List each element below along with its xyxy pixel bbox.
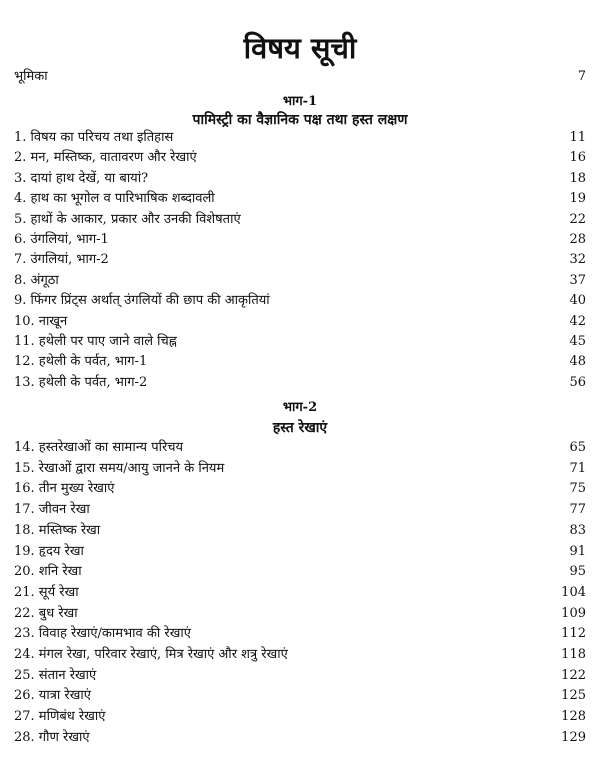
toc-entry-label: 1. विषय का परिचय तथा इतिहास <box>14 130 174 145</box>
toc-entry-page: 122 <box>561 667 586 683</box>
toc-entry <box>14 372 586 394</box>
toc-entry <box>14 331 586 353</box>
toc-entry-page: 56 <box>569 374 586 390</box>
toc-entry-label: 27. मणिबंध रेखाएं <box>14 709 106 725</box>
toc-entry-page: 112 <box>561 626 586 642</box>
toc-entry-label: 16. तीन मुख्य रेखाएं <box>14 481 115 497</box>
toc-entry <box>14 685 586 707</box>
toc-entry <box>14 351 586 373</box>
toc-entry-page: 109 <box>561 605 586 621</box>
toc-entry <box>14 582 586 604</box>
toc-entry-label: 23. विवाह रेखाएं/कामभाव की रेखाएं <box>14 626 191 642</box>
toc-entry-page: 45 <box>569 334 586 349</box>
toc-entry <box>14 270 586 292</box>
toc-entry-page: 37 <box>569 272 586 288</box>
toc-entry <box>14 541 586 563</box>
toc-entry-label: 20. शनि रेखा <box>14 564 82 580</box>
toc-entry-label: 15. रेखाओं द्वारा समय/आयु जानने के नियम <box>14 460 225 476</box>
toc-entry-page: 18 <box>569 170 586 186</box>
toc-entry <box>14 168 586 190</box>
toc-entry-label: 14. हस्तरेखाओं का सामान्य परिचय <box>14 440 184 455</box>
toc-entry-label: 7. उंगलियां, भाग-2 <box>14 252 109 268</box>
toc-entry <box>14 561 586 583</box>
toc-entry-page: 129 <box>561 729 586 745</box>
toc-entry <box>14 147 586 169</box>
toc-entry <box>14 188 586 210</box>
toc-entry-label: 4. हाथ का भूगोल व पारिभाषिक शब्दावली <box>14 191 215 207</box>
toc-entry <box>14 520 586 542</box>
toc-entry-label: 2. मन, मस्तिष्क, वातावरण और रेखाएं <box>14 150 197 166</box>
toc-entry-label: 19. हृदय रेखा <box>14 543 84 559</box>
toc-entry-page: 48 <box>569 354 586 370</box>
toc-entry <box>14 458 586 480</box>
toc-entry-label: 10. नाखून <box>14 313 68 329</box>
toc-entry-page: 71 <box>569 460 586 476</box>
toc-entry-label: 28. गौण रेखाएं <box>14 729 90 745</box>
toc-entry-page: 19 <box>569 191 586 207</box>
toc-entry-label: 9. फिंगर प्रिंट्स अर्थात् उंगलियों की छाप की आकृतियां <box>14 293 270 309</box>
toc-entry <box>14 727 586 749</box>
toc-entry <box>14 706 586 728</box>
toc-entry-page: 28 <box>569 232 586 247</box>
toc-entry-page: 16 <box>569 150 586 166</box>
toc-entry-label: 21. सूर्य रेखा <box>14 584 79 600</box>
part2-label: भाग-2 <box>282 400 318 415</box>
toc-entry <box>14 249 586 271</box>
toc-entry-page: 65 <box>569 440 586 455</box>
toc-entry <box>14 478 586 500</box>
toc-entry-page: 40 <box>569 293 586 309</box>
toc-entry-label: 24. मंगल रेखा, परिवार रेखाएं, मित्र रेखाएं और शत्रु रेखाएं <box>14 647 288 662</box>
toc-entry <box>14 603 586 625</box>
toc-entry-label: 22. बुध रेखा <box>14 605 78 621</box>
toc-entry <box>14 229 586 251</box>
toc-entry-label: 13. हथेली के पर्वत, भाग-2 <box>14 374 148 390</box>
toc-entry-page: 11 <box>569 130 586 145</box>
toc-entry-page: 118 <box>561 647 586 662</box>
part2-title: हस्त रेखाएं <box>272 420 328 436</box>
toc-entry-page: 125 <box>561 688 586 704</box>
toc-entry-page: 128 <box>561 709 586 725</box>
part1-title: पामिस्ट्री का वैज्ञानिक पक्ष तथा हस्त लक्षण <box>192 112 408 128</box>
toc-entry-page: 22 <box>569 211 586 227</box>
toc-entry-page: 83 <box>569 522 586 538</box>
page-title: विषय सूची <box>243 31 357 65</box>
toc-entry-label: 6. उंगलियां, भाग-1 <box>14 232 109 247</box>
toc-entry <box>14 127 586 149</box>
toc-entry-label: भूमिका <box>14 69 48 84</box>
toc-entry <box>14 665 586 687</box>
toc-entry-label: 8. अंगूठा <box>14 272 59 288</box>
toc-entry-page: 42 <box>569 313 586 329</box>
toc-entry-label: 17. जीवन रेखा <box>14 502 90 518</box>
toc-entry-page: 95 <box>569 564 586 580</box>
toc-entry <box>14 209 586 231</box>
toc-entry-page: 7 <box>577 69 586 84</box>
toc-entry <box>14 311 586 333</box>
toc-entry <box>14 623 586 645</box>
toc-entry-label: 12. हथेली के पर्वत, भाग-1 <box>14 354 148 370</box>
toc-entry-preface <box>14 66 586 88</box>
toc-entry-label: 3. दायां हाथ देखें, या बायां? <box>14 170 149 186</box>
toc-entry-page: 104 <box>561 584 586 600</box>
toc-entry-page: 91 <box>569 543 586 559</box>
toc-entry <box>14 437 586 459</box>
toc-entry-label: 26. यात्रा रेखाएं <box>14 688 91 704</box>
toc-entry <box>14 644 586 666</box>
toc-entry-label: 18. मस्तिष्क रेखा <box>14 522 101 538</box>
toc-entry-page: 32 <box>569 252 586 268</box>
toc-entry-label: 5. हाथों के आकार, प्रकार और उनकी विशेषताएं <box>14 211 241 227</box>
toc-entry-label: 25. संतान रेखाएं <box>14 667 97 683</box>
toc-entry-page: 75 <box>569 481 586 497</box>
part1-label: भाग-1 <box>282 94 318 109</box>
toc-entry-page: 77 <box>569 502 586 518</box>
toc-entry-label: 11. हथेली पर पाए जाने वाले चिह्न <box>14 334 177 349</box>
toc-entry <box>14 499 586 521</box>
toc-entry <box>14 290 586 312</box>
